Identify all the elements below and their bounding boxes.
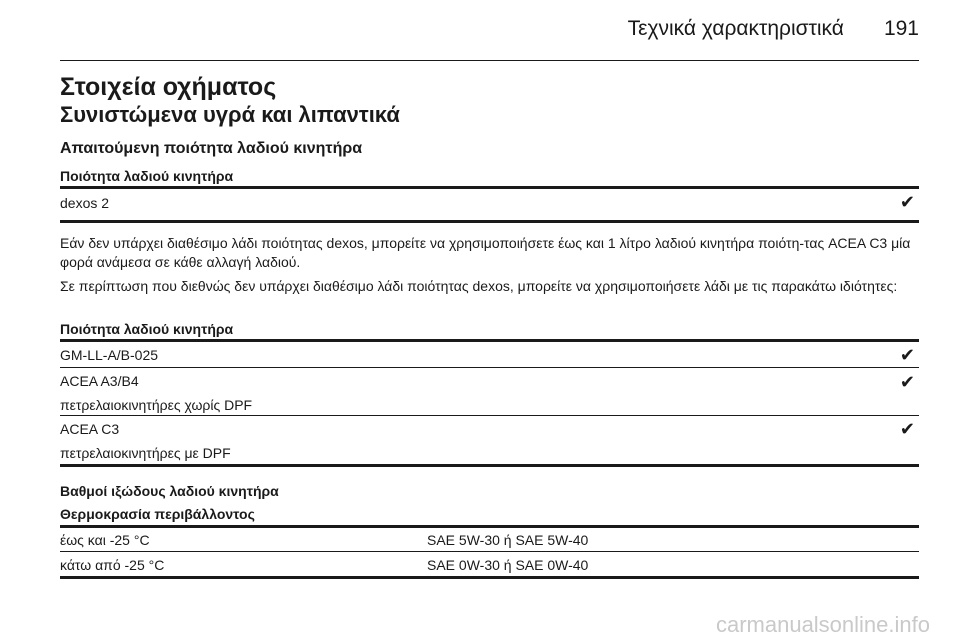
table2-row-name: ACEA C3 bbox=[60, 421, 120, 437]
table2-row-sub: πετρελαιοκινητήρες χωρίς DPF bbox=[60, 397, 253, 413]
table3-row-grade: SAE 5W-30 ή SAE 5W-40 bbox=[427, 532, 589, 548]
table3-row-rule bbox=[60, 551, 919, 552]
table3-header-rule bbox=[60, 525, 919, 528]
table2-row-sub: πετρελαιοκινητήρες με DPF bbox=[60, 445, 231, 461]
table2-row-rule bbox=[60, 367, 919, 368]
table1-header-rule bbox=[60, 186, 919, 189]
checkmark-icon: ✔ bbox=[899, 192, 915, 212]
table1-row-name: dexos 2 bbox=[60, 195, 110, 211]
subsection-title: Συνιστώμενα υγρά και λιπαντικά bbox=[60, 102, 400, 127]
paragraph-2: Σε περίπτωση που διεθνώς δεν υπάρχει διαθέσιμο λάδι ποιότητας dexos, μπορείτε να χρησιμοποιήσετε λάδι με τις παρακάτω ιδιότητες: bbox=[60, 278, 898, 294]
table2-row-name: GM-LL-A/B-025 bbox=[60, 347, 159, 363]
table3-end-rule bbox=[60, 576, 919, 579]
checkmark-icon: ✔ bbox=[899, 372, 915, 392]
header-rule bbox=[60, 60, 919, 61]
table2-header: Ποιότητα λαδιού κινητήρα bbox=[60, 321, 234, 337]
table2-end-rule bbox=[60, 464, 919, 467]
manual-page bbox=[60, 0, 919, 642]
section-title: Στοιχεία οχήματος bbox=[60, 73, 277, 101]
viscosity-heading: Βαθμοί ιξώδους λαδιού κινητήρα bbox=[60, 483, 279, 499]
table3-header: Θερμοκρασία περιβάλλοντος bbox=[60, 506, 255, 522]
table3-row-temp: κάτω από -25 °C bbox=[60, 557, 165, 573]
oil-quality-heading: Απαιτούμενη ποιότητα λαδιού κινητήρα bbox=[60, 140, 363, 157]
table1-header: Ποιότητα λαδιού κινητήρα bbox=[60, 168, 234, 184]
table3-row-grade: SAE 0W-30 ή SAE 0W-40 bbox=[427, 557, 589, 573]
checkmark-icon: ✔ bbox=[899, 345, 915, 365]
header-title: Τεχνικά χαρακτηριστικά bbox=[627, 17, 844, 40]
table2-row-name: ACEA A3/B4 bbox=[60, 373, 139, 389]
watermark-text: carmanualsonline.info bbox=[715, 612, 930, 637]
checkmark-icon: ✔ bbox=[899, 419, 915, 439]
table2-row-rule bbox=[60, 415, 919, 416]
paragraph-1: Εάν δεν υπάρχει διαθέσιμο λάδι ποιότητας dexos, μπορείτε να χρησιμοποιήσετε έως και 1 λίτρο λαδιού κινητήρα ποιότη-τας ACEA C3 μία φορά ανάμεσα σε κάθε αλλαγή λαδιού. bbox=[60, 235, 911, 270]
page-header bbox=[628, 17, 919, 41]
table1-end-rule bbox=[60, 220, 919, 223]
table2-header-rule bbox=[60, 339, 919, 342]
page-number: 191 bbox=[883, 17, 919, 40]
table3-row-temp: έως και -25 °C bbox=[60, 532, 150, 548]
